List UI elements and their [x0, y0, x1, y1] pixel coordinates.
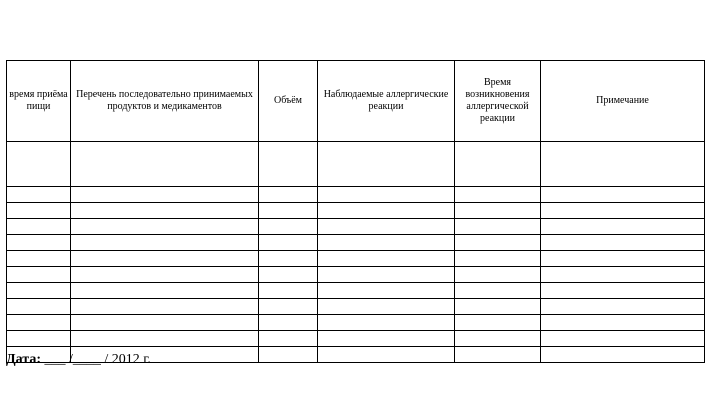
- table-cell-meal-time: [7, 331, 71, 347]
- table-cell-note: [541, 235, 705, 251]
- table-cell-reaction-time: [455, 187, 541, 203]
- table-cell-reactions: [318, 283, 455, 299]
- table-cell-reaction-time: [455, 251, 541, 267]
- table-row: [7, 331, 705, 347]
- table-cell-note: [541, 331, 705, 347]
- table-cell-products: [71, 315, 259, 331]
- date-line: [6, 351, 151, 369]
- table-cell-note: [541, 142, 705, 187]
- table-row: [7, 251, 705, 267]
- table-cell-meal-time: [7, 187, 71, 203]
- table-cell-reaction-time: [455, 219, 541, 235]
- table-row: [7, 267, 705, 283]
- table-cell-reaction-time: [455, 142, 541, 187]
- table-cell-note: [541, 251, 705, 267]
- table-cell-meal-time: [7, 315, 71, 331]
- table-header-row: [7, 61, 705, 142]
- table-cell-reactions: [318, 331, 455, 347]
- table-cell-meal-time: [7, 299, 71, 315]
- table-cell-reactions: [318, 267, 455, 283]
- column-header-volume: Объём: [259, 61, 318, 142]
- table-cell-products: [71, 219, 259, 235]
- table-cell-products: [71, 187, 259, 203]
- table-cell-volume: [259, 315, 318, 331]
- food-allergy-diary-table: [6, 60, 705, 363]
- date-label: Дата:: [6, 352, 41, 367]
- table-cell-note: [541, 219, 705, 235]
- table-cell-reactions: [318, 299, 455, 315]
- table-cell-reaction-time: [455, 235, 541, 251]
- table-row: [7, 219, 705, 235]
- table-cell-reaction-time: [455, 331, 541, 347]
- table-cell-volume: [259, 299, 318, 315]
- table-cell-meal-time: [7, 142, 71, 187]
- table-cell-note: [541, 315, 705, 331]
- column-header-reactions: Наблюдаемые аллергические реакции: [318, 61, 455, 142]
- table-cell-volume: [259, 251, 318, 267]
- table-cell-reactions: [318, 235, 455, 251]
- table-cell-note: [541, 267, 705, 283]
- table-cell-meal-time: [7, 283, 71, 299]
- table-cell-volume: [259, 267, 318, 283]
- column-header-products: Перечень последовательно принимаемых продуктов и медикаментов: [71, 61, 259, 142]
- table-row: [7, 142, 705, 187]
- table-cell-volume: [259, 203, 318, 219]
- table-cell-reactions: [318, 203, 455, 219]
- table-cell-reaction-time: [455, 283, 541, 299]
- table-row: [7, 187, 705, 203]
- table-row: [7, 203, 705, 219]
- table-cell-volume: [259, 347, 318, 363]
- table-cell-note: [541, 283, 705, 299]
- table-cell-products: [71, 267, 259, 283]
- table-cell-reaction-time: [455, 347, 541, 363]
- table-cell-volume: [259, 331, 318, 347]
- table-cell-reactions: [318, 142, 455, 187]
- table-cell-products: [71, 235, 259, 251]
- table-cell-meal-time: [7, 267, 71, 283]
- column-header-note: Примечание: [541, 61, 705, 142]
- table-cell-reactions: [318, 347, 455, 363]
- table-row: [7, 235, 705, 251]
- column-header-meal-time: время приёма пищи: [7, 61, 71, 142]
- table-cell-note: [541, 203, 705, 219]
- table-cell-products: [71, 142, 259, 187]
- table-cell-reactions: [318, 251, 455, 267]
- table-cell-note: [541, 299, 705, 315]
- table-row: [7, 299, 705, 315]
- table-cell-meal-time: [7, 219, 71, 235]
- table-cell-products: [71, 299, 259, 315]
- table-cell-meal-time: [7, 235, 71, 251]
- table-cell-reaction-time: [455, 267, 541, 283]
- table-cell-reaction-time: [455, 299, 541, 315]
- date-value: ___ /____ / 2012 г.: [40, 352, 151, 367]
- table-row: [7, 315, 705, 331]
- table-cell-products: [71, 251, 259, 267]
- table-cell-reactions: [318, 315, 455, 331]
- table-row: [7, 283, 705, 299]
- table-cell-meal-time: [7, 251, 71, 267]
- table-cell-volume: [259, 235, 318, 251]
- table-cell-volume: [259, 142, 318, 187]
- table-cell-volume: [259, 219, 318, 235]
- column-header-reaction-time: Время возникновения аллергической реакции: [455, 61, 541, 142]
- table-cell-reactions: [318, 219, 455, 235]
- table-cell-products: [71, 283, 259, 299]
- table-cell-meal-time: [7, 203, 71, 219]
- table-cell-reaction-time: [455, 203, 541, 219]
- table-cell-reactions: [318, 187, 455, 203]
- table-cell-volume: [259, 283, 318, 299]
- table-cell-products: [71, 331, 259, 347]
- table-cell-note: [541, 347, 705, 363]
- table-cell-products: [71, 203, 259, 219]
- table-cell-reaction-time: [455, 315, 541, 331]
- table-cell-volume: [259, 187, 318, 203]
- table-cell-note: [541, 187, 705, 203]
